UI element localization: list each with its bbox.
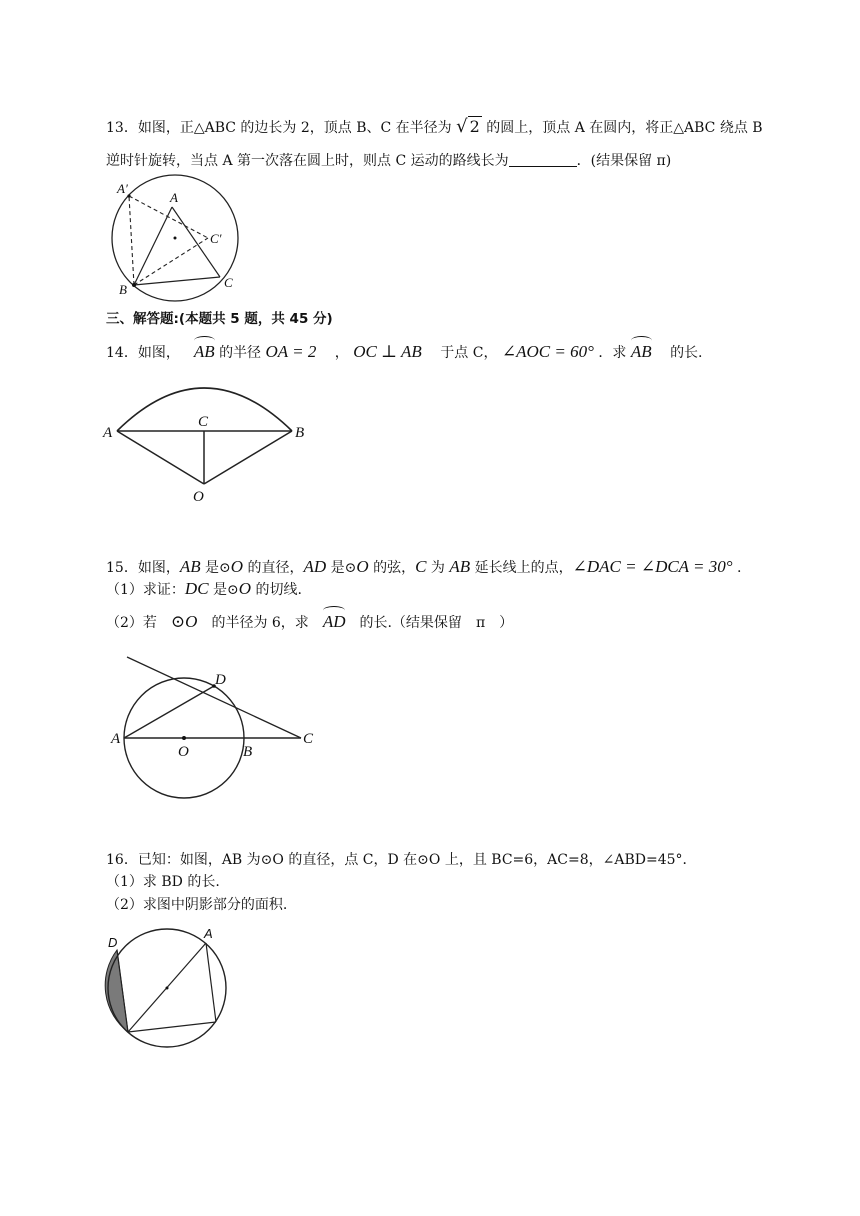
q13-text-d: ．(结果保留 π) xyxy=(576,153,672,169)
q15-part2-text: 的半径为 6，求 xyxy=(211,615,309,631)
q15-AB2: AB xyxy=(449,557,471,576)
q14-text-a: 14．如图， xyxy=(106,345,180,361)
q15-part1-label: （1）求证： xyxy=(106,582,185,598)
q13-line2 xyxy=(106,151,671,171)
q13-point-B xyxy=(132,283,136,287)
label-A: A xyxy=(170,190,178,205)
q15-pi: π xyxy=(475,615,486,631)
q16-AC xyxy=(206,943,216,1022)
arc-AB-2: AB xyxy=(630,342,652,361)
q16-BC xyxy=(128,1022,216,1032)
label-O: O xyxy=(193,489,204,505)
label-A-prime: A′ xyxy=(117,181,128,196)
q15-line2 xyxy=(106,579,302,600)
q14-text-b: 的半径 xyxy=(219,345,262,361)
label-A: A xyxy=(103,425,113,441)
q16-line1: 16．已知：如图，AB 为⊙O 的直径，点 C，D 在⊙O 上，且 BC=6，AC=8，∠ABD=45°． xyxy=(106,852,697,868)
label-C: C xyxy=(198,414,209,430)
q15-line3 xyxy=(106,612,513,633)
q13-figure xyxy=(108,180,248,300)
q13-BA-prime xyxy=(129,196,134,285)
q13-text-b: 的圆上，顶点 A 在圆内，将正△ABC 绕点 B xyxy=(486,120,763,136)
q14-eq-OA: OA = 2 xyxy=(265,342,317,361)
q15-circle-O: ⊙O xyxy=(170,612,198,631)
q15-t14: . xyxy=(732,560,742,576)
q15-C: C xyxy=(415,557,427,576)
q15-t4: 的直径， xyxy=(243,560,304,576)
label-A: A xyxy=(204,926,213,941)
q15-part2-end: ） xyxy=(499,615,514,631)
q15-t0: 15．如图， xyxy=(106,560,180,576)
q14-eq-angle: ∠AOC = 60° xyxy=(501,342,594,361)
label-D: D xyxy=(215,672,226,688)
q14-line xyxy=(106,342,703,363)
q15-line1 xyxy=(106,557,741,578)
q15-t8: 的弦， xyxy=(368,560,416,576)
label-B: B xyxy=(295,425,305,441)
label-D: D xyxy=(108,935,118,950)
q15-t12: 延长线上的点， xyxy=(470,560,573,576)
q15-tangent-line xyxy=(127,657,301,738)
q13-point-A-prime xyxy=(127,194,130,197)
q16-center xyxy=(166,987,169,990)
q16-line3: （2）求图中阴影部分的面积. xyxy=(106,897,288,913)
q15-t6: 是⊙ xyxy=(326,560,357,576)
q14-OB xyxy=(204,431,292,484)
q14-text-e: ．求 xyxy=(598,345,627,361)
q14-text-f: 的长. xyxy=(670,345,703,361)
q16-line2: （1）求 BD 的长. xyxy=(106,874,220,890)
q14-OA xyxy=(117,431,204,484)
q15-AD: AD xyxy=(303,557,327,576)
q15-part1-end: 的切线. xyxy=(251,582,302,598)
q15-O2: O xyxy=(356,557,369,576)
q15-part1-text: 是⊙ xyxy=(208,582,239,598)
q15-center-O xyxy=(182,736,186,740)
q15-O1: O xyxy=(230,557,244,576)
section-title: 三、解答题:(本题共 5 题，共 45 分) xyxy=(106,311,333,327)
arc-AB: AB xyxy=(193,342,215,361)
q13-text-c: 逆时针旋转，当点 A 第一次落在圆上时，则点 C 运动的路线长为 xyxy=(106,153,509,169)
q15-angle-eq: ∠DAC = ∠DCA = 30° xyxy=(572,557,733,576)
label-B: B xyxy=(243,744,253,760)
q14-figure xyxy=(100,380,320,505)
q15-O3: O xyxy=(238,579,252,598)
q13-center xyxy=(174,237,177,240)
q13-text-a: 13．如图，正△ABC 的边长为 2，顶点 B、C 在半径为 xyxy=(106,120,452,136)
label-A: A xyxy=(111,731,121,747)
q16-figure xyxy=(104,925,234,1055)
q13-A-prime-C-prime xyxy=(129,196,208,238)
q15-AD xyxy=(124,686,214,738)
q14-text-d: 于点 C， xyxy=(440,345,498,361)
q14-text-c: ， xyxy=(334,345,349,361)
label-C: C xyxy=(224,275,233,290)
label-C-prime: C′ xyxy=(210,231,222,246)
label-C: C xyxy=(303,731,314,747)
q15-t2: 是⊙ xyxy=(200,560,231,576)
label-B: B xyxy=(119,282,127,297)
q15-figure xyxy=(105,650,325,775)
q15-AB: AB xyxy=(179,557,201,576)
sqrt-radicand: 2 xyxy=(469,117,480,136)
q15-part2-text2: 的长.（结果保留 xyxy=(359,615,462,631)
sqrt-two: √ 2 xyxy=(456,116,480,137)
q15-t10: 为 xyxy=(426,560,450,576)
q13-BC xyxy=(134,277,220,285)
label-O: O xyxy=(178,744,189,760)
q15-part2-label: （2）若 xyxy=(106,615,157,631)
q13-line1 xyxy=(106,117,763,138)
q15-DC: DC xyxy=(184,579,209,598)
arc-AD: AD xyxy=(322,612,346,631)
q14-eq-perp: OC ⊥ AB xyxy=(353,342,422,361)
answer-blank[interactable] xyxy=(509,152,577,167)
